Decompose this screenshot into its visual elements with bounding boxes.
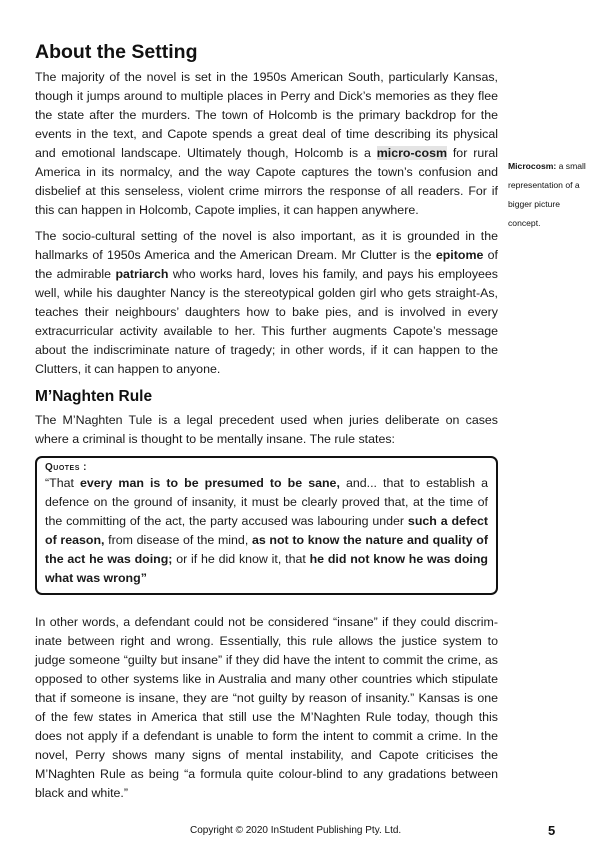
definition-term: Microcosm: (508, 161, 557, 171)
paragraph-setting-1 (35, 68, 498, 220)
section-heading-setting: About the Setting (35, 41, 198, 63)
page-number: 5 (548, 823, 556, 838)
text: The socio-cultural setting of the novel is also important, as it is grounded in the hallmarks of 1950s America and the American Dream. Mr Clutter is the (35, 229, 498, 262)
text: who works hard, loves his family, and pays his employees well, while his daughter Nancy is the stereotypical golden girl who gets straight-As, teaches their neighbours’ daughters how to bake pies, and is involved in every extracurricular activity available to her. This further augments Capote’s message about the indiscriminate nature of tragedy; in other words, if it can happen to the Clutters, it can happen to anyone. (35, 267, 498, 376)
bold-term-patriarch: patriarch (115, 267, 169, 281)
paragraph-setting-2 (35, 227, 498, 379)
main-content (35, 40, 498, 810)
highlighted-term-microcosm: micro-cosm (376, 146, 447, 160)
bold-text: he did not know he was doing what was wrong” (45, 552, 488, 585)
bold-text: such a defect of reason, (45, 514, 488, 547)
quote-text (45, 474, 488, 588)
text: from disease of the mind, (104, 533, 252, 547)
text: of the admirable (35, 248, 498, 281)
bold-text: every man is to be presumed to be sane, (79, 476, 340, 490)
paragraph-mnaghten-intro: The M’Naghten Tule is a legal precedent used when juries deliberate on cases where a criminal is thought to be mentally insane. The rule states: (35, 413, 498, 446)
sidebar-definition (508, 157, 593, 233)
bold-text: as not to know the nature and quality of the act he was doing; (45, 533, 488, 566)
definition-text: a small representation of a bigger picture concept. (508, 161, 586, 228)
bold-term-epitome: epitome (435, 248, 484, 262)
section-heading-mnaghten: M’Naghten Rule (35, 388, 153, 405)
text: The majority of the novel is set in the 1950s American South, particularly Kansas, though it jumps around to multiple places in Perry and Dick’s memories as they flee the state after the murders. The town of Holcomb is the primary backdrop for the events in the text, and Capote spends a great deal of time describing its physical and emotional landscape. Ultimately though, Holcomb is a (35, 70, 498, 160)
paragraph-mnaghten-explanation: In other words, a defendant could not be considered “insane” if they could discriminate between right and wrong. Essentially, this rule allows the justice system to judge someone “guilty but insane” if they did have the intent to commit the crime, as opposed to other systems like in Australia and many other countries which stipulate that if someone is insane, they are “not guilty by reason of insanity.” Kansas is one of the few states in America that still use the M’Naghten Rule today, though this does not apply if a defendant is unable to form the intent to commit a crime. In the novel, Perry shows many signs of mental instability, and Capote criticises the M’Naghten Rule as being “a formula quite colour-blind to any gradations between black and white.” (35, 615, 498, 800)
text: “That (45, 476, 80, 490)
text: for rural America in its normalcy, and the way Capote captures the town’s confusion and disbelief at this senseless, violent crime mirrors the response of all readers. For if this can happen in Holcomb, Capote implies, it can happen anywhere. (35, 146, 498, 217)
text: or if he did know it, that (172, 552, 310, 566)
quote-label: Quotes : (45, 462, 88, 473)
quote-box (35, 456, 498, 595)
copyright-text: Copyright © 2020 InStudent Publishing Pty. Ltd. (190, 825, 402, 836)
text: and... that to establish a defence on the ground of insanity, it must be clearly proved that, at the time of the committing of the act, the party accused was labouring under (45, 476, 488, 528)
